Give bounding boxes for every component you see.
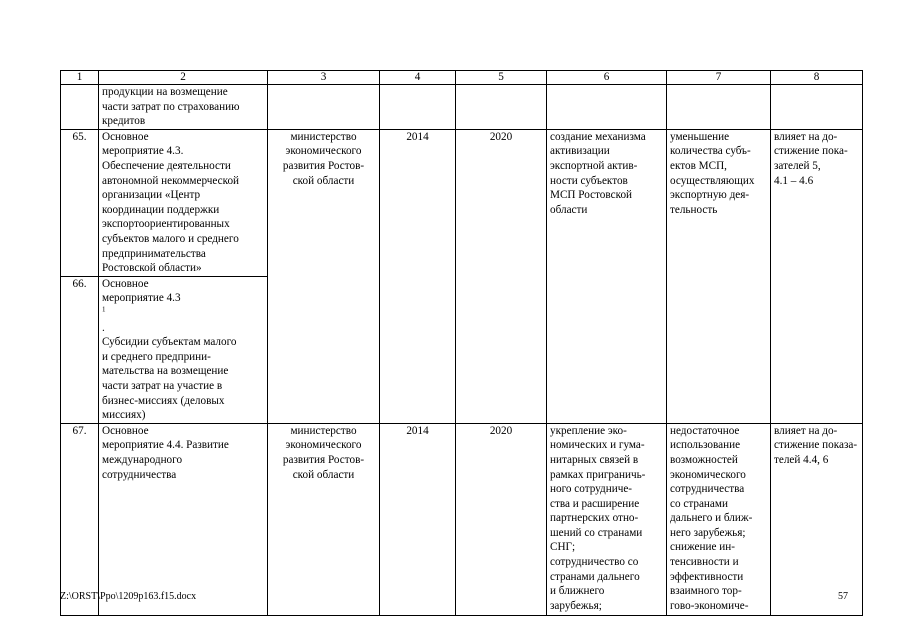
measures-table — [60, 70, 863, 616]
row-number: 66. — [61, 276, 99, 423]
event-name: Основное мероприятие 4.4. Развитие международного сотрудничества — [99, 423, 268, 615]
col-6-number: 6 — [547, 71, 667, 85]
col-4-number: 4 — [380, 71, 456, 85]
non-implementation-consequences: недостаточное использование возможностей экономического сотрудничества со странами дальнего и ближ- него зарубежья; снижение ин- тенсивности и эффективности взаимного тор- гово-экономиче- — [667, 423, 771, 615]
col-5-number: 5 — [456, 71, 547, 85]
row-number: 67. — [61, 423, 99, 615]
start-year: 2014 — [380, 129, 456, 423]
executor: министерство экономического развития Ростов- ской области — [268, 129, 380, 423]
table-row-67 — [61, 423, 863, 615]
column-number-row — [61, 71, 863, 85]
page-number: 57 — [838, 591, 848, 602]
col-8-number: 8 — [771, 71, 863, 85]
end-year: 2020 — [456, 423, 547, 615]
event-name: Основное мероприятие 4.3. Обеспечение деятельности автономной некоммерческой организации «Центр координации поддержки экспортоориентированных субъектов малого и среднего предпринимательства Ростовской области» — [99, 129, 268, 276]
non-implementation-consequences: уменьшение количества субъ- ектов МСП, осуществляющих экспортную дея- тельность — [667, 129, 771, 423]
continuation-event-text: продукции на возмещение части затрат по страхованию кредитов — [99, 85, 268, 130]
start-year: 2014 — [380, 423, 456, 615]
col-7-number: 7 — [667, 71, 771, 85]
indicator-link: влияет на до- стижение показа- телей 4.4, 6 — [771, 423, 863, 615]
col-2-number: 2 — [99, 71, 268, 85]
expected-result: укрепление эко- номических и гума- нитарных связей в рамках приграничь- ного сотрудниче- ства и расширение партнерских отно- шений со странами СНГ; сотрудничество со странами дальнего и ближнего зарубежья; — [547, 423, 667, 615]
indicator-link: влияет на до- стижение пока- зателей 5, 4.1 – 4.6 — [771, 129, 863, 423]
expected-result: создание механизма активизации экспортной актив- ности субъектов МСП Ростовской области — [547, 129, 667, 423]
end-year: 2020 — [456, 129, 547, 423]
document-path: Z:\ORST\Ppo\1209p163.f15.docx — [60, 591, 197, 602]
col-1-number: 1 — [61, 71, 99, 85]
table-row-65 — [61, 129, 863, 276]
executor: министерство экономического развития Ростов- ской области — [268, 423, 380, 615]
event-name: Основное мероприятие 4.3 $^1$ . Субсидии субъектам малого и среднего предприни- мательства на возмещение части затрат на участие в бизнес-миссиях (деловых миссиях) — [99, 276, 268, 423]
col-3-number: 3 — [268, 71, 380, 85]
continuation-num-cell — [61, 85, 99, 130]
continuation-row — [61, 85, 863, 130]
row-number: 65. — [61, 129, 99, 276]
